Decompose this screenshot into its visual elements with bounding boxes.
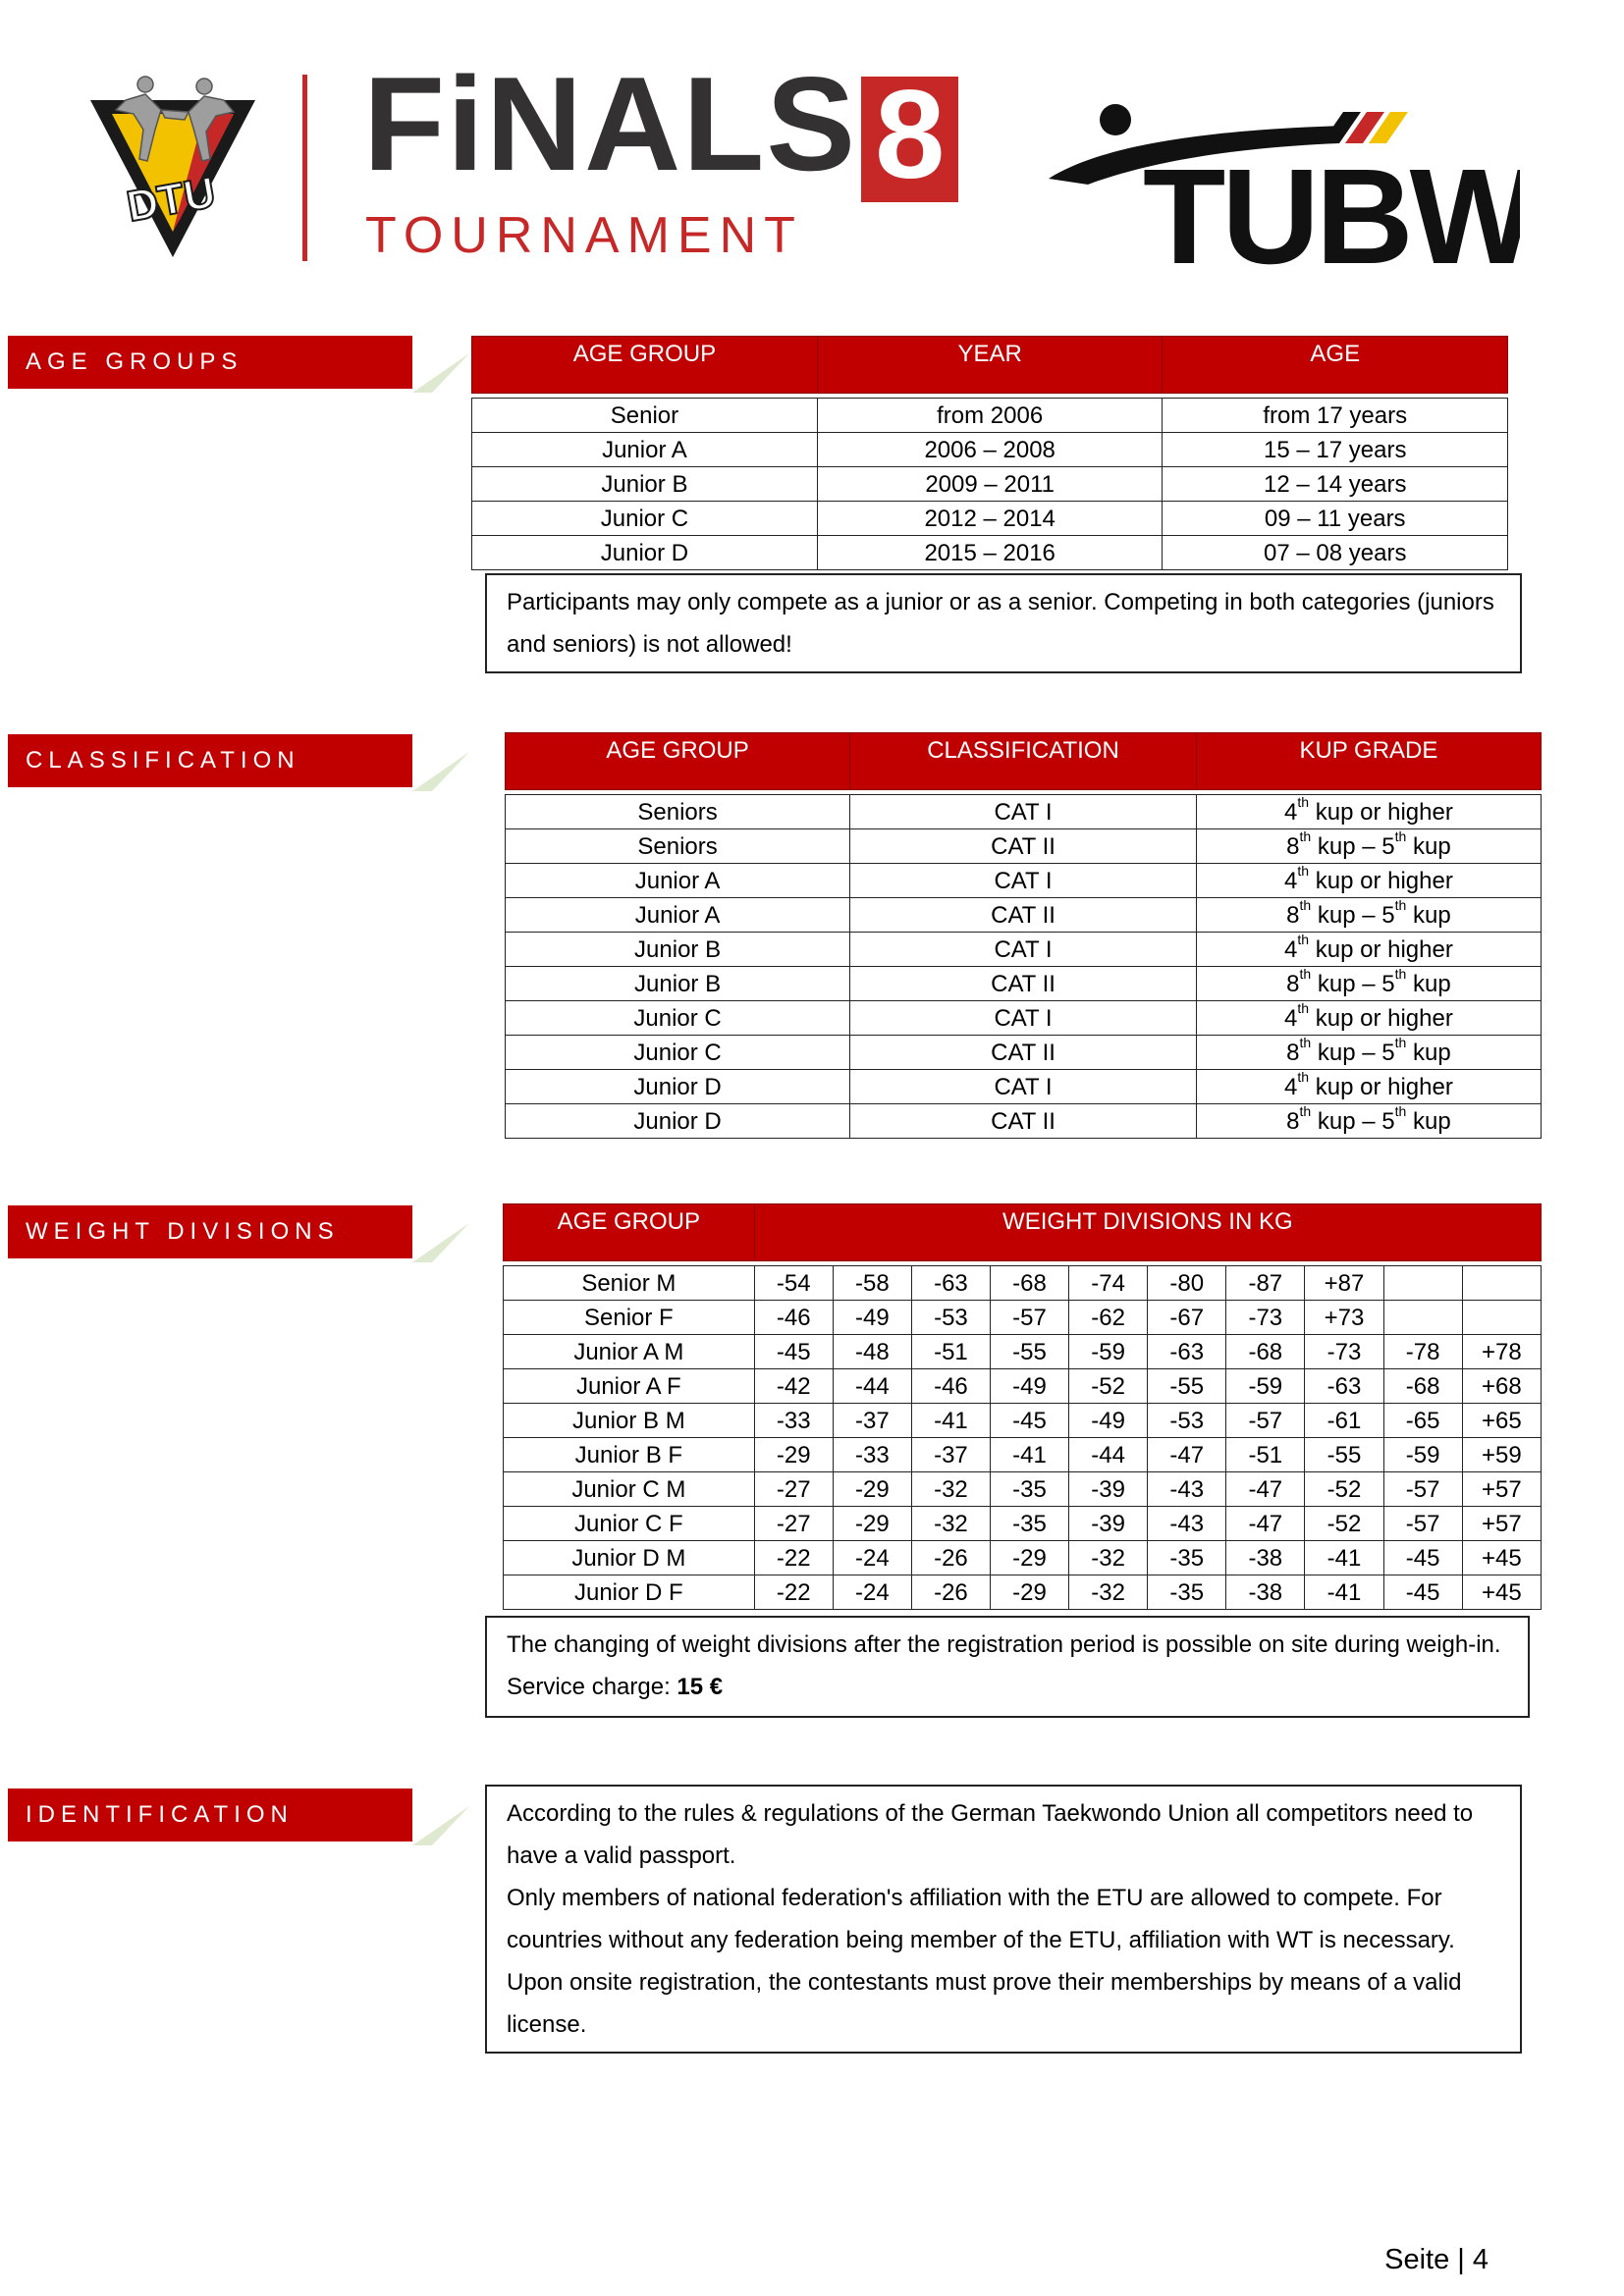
weight-cell: -65 — [1383, 1404, 1462, 1438]
weight-cell: -24 — [833, 1575, 911, 1610]
weight-cell: -27 — [754, 1472, 833, 1507]
age-groups-note — [485, 573, 1522, 673]
table-cell: Seniors — [506, 795, 850, 829]
table-row — [504, 1301, 1542, 1335]
kup-grade-cell: 8th kup – 5th kup — [1196, 898, 1541, 933]
table-cell: CAT II — [850, 1036, 1197, 1070]
weight-note-text: The changing of weight divisions after the registration period is possible on site during weigh-in. Service charge: — [507, 1631, 1501, 1700]
weight-cell: -57 — [1383, 1507, 1462, 1541]
table-row — [472, 433, 1508, 467]
weight-cell: -38 — [1226, 1541, 1305, 1575]
table-row — [506, 1070, 1542, 1104]
ordinal-suffix: th — [1297, 862, 1310, 879]
weight-cell: -45 — [754, 1335, 833, 1369]
weight-cell: +68 — [1462, 1369, 1541, 1404]
table-row — [472, 536, 1508, 570]
table-row — [504, 1335, 1542, 1369]
ordinal-suffix: th — [1394, 828, 1407, 844]
table-cell: Junior A — [506, 898, 850, 933]
weight-cell: -46 — [754, 1301, 833, 1335]
weight-cell: -57 — [1383, 1472, 1462, 1507]
weight-cell: -48 — [833, 1335, 911, 1369]
table-cell: Senior — [472, 399, 818, 433]
weight-cell: -78 — [1383, 1335, 1462, 1369]
tubw-emblem-icon — [1049, 102, 1520, 269]
weight-cell: -37 — [911, 1438, 990, 1472]
table-row — [472, 399, 1508, 433]
table-cell: CAT I — [850, 1001, 1197, 1036]
weight-cell — [1462, 1266, 1541, 1301]
weight-header-divisions: WEIGHT DIVISIONS IN KG — [754, 1204, 1541, 1261]
weight-cell: -58 — [833, 1266, 911, 1301]
ordinal-suffix: th — [1394, 1102, 1407, 1119]
table-cell: Junior C — [472, 502, 818, 536]
weight-cell: -37 — [833, 1404, 911, 1438]
table-cell: Junior C M — [504, 1472, 755, 1507]
table-cell: 07 – 08 years — [1163, 536, 1508, 570]
weight-cell: -45 — [1383, 1541, 1462, 1575]
identification-paragraph-2: Only members of national federation's affiliation with the ETU are allowed to compete. For countries without any federation being member of the ETU, affiliation with WT is necessary. Upon onsite registration, the contestants must prove their memberships by means of a valid license. — [507, 1885, 1462, 2038]
table-cell: 12 – 14 years — [1163, 467, 1508, 502]
table-cell: Junior A M — [504, 1335, 755, 1369]
table-row — [504, 1507, 1542, 1541]
table-row — [506, 898, 1542, 933]
weight-cell: -87 — [1226, 1266, 1305, 1301]
ordinal-suffix: th — [1299, 1034, 1312, 1050]
table-row — [506, 967, 1542, 1001]
weight-cell: -22 — [754, 1541, 833, 1575]
weight-cell: +45 — [1462, 1575, 1541, 1610]
table-cell: 2009 – 2011 — [817, 467, 1163, 502]
ordinal-suffix: th — [1394, 1034, 1407, 1050]
weight-cell: +59 — [1462, 1438, 1541, 1472]
table-cell: CAT II — [850, 1104, 1197, 1139]
table-cell: from 2006 — [817, 399, 1163, 433]
weight-cell: -29 — [833, 1507, 911, 1541]
weight-cell: -62 — [1069, 1301, 1148, 1335]
classification-header-class: CLASSIFICATION — [850, 733, 1197, 790]
weight-cell: -54 — [754, 1266, 833, 1301]
table-cell: CAT I — [850, 864, 1197, 898]
table-cell: Junior D M — [504, 1541, 755, 1575]
svg-text:DTU: DTU — [123, 168, 220, 232]
kup-grade-cell: 8th kup – 5th kup — [1196, 1104, 1541, 1139]
weight-cell: -39 — [1069, 1507, 1148, 1541]
tubw-logo — [1049, 102, 1520, 269]
tournament-subtitle: TOURNAMENT — [365, 207, 803, 264]
weight-cell: -41 — [1305, 1541, 1383, 1575]
classification-header-group: AGE GROUP — [506, 733, 850, 790]
table-cell: 2015 – 2016 — [817, 536, 1163, 570]
weight-cell: -27 — [754, 1507, 833, 1541]
kup-grade-cell: 4th kup or higher — [1196, 1070, 1541, 1104]
age-groups-header-age: AGE — [1163, 337, 1508, 394]
kup-grade-cell: 4th kup or higher — [1196, 1001, 1541, 1036]
table-row — [506, 933, 1542, 967]
weight-cell: +73 — [1305, 1301, 1383, 1335]
weight-cell: -52 — [1305, 1472, 1383, 1507]
weight-cell — [1462, 1301, 1541, 1335]
weight-cell: -24 — [833, 1541, 911, 1575]
weight-cell: -52 — [1069, 1369, 1148, 1404]
table-cell: CAT II — [850, 829, 1197, 864]
weight-cell: -44 — [1069, 1438, 1148, 1472]
weight-cell: -43 — [1148, 1507, 1226, 1541]
weight-cell: -29 — [990, 1575, 1068, 1610]
weight-cell: -22 — [754, 1575, 833, 1610]
weight-cell: -32 — [1069, 1541, 1148, 1575]
finals-title — [363, 49, 958, 208]
ordinal-suffix: th — [1299, 896, 1312, 913]
weight-cell: -32 — [911, 1507, 990, 1541]
weight-cell — [1383, 1301, 1462, 1335]
classification-table — [505, 732, 1542, 1139]
table-cell: Seniors — [506, 829, 850, 864]
page-number: Seite | 4 — [1384, 2244, 1489, 2275]
table-cell: CAT I — [850, 1070, 1197, 1104]
weight-cell: -26 — [911, 1541, 990, 1575]
table-cell: CAT II — [850, 967, 1197, 1001]
weight-cell: +78 — [1462, 1335, 1541, 1369]
weight-cell: -44 — [833, 1369, 911, 1404]
weight-cell: -55 — [990, 1335, 1068, 1369]
table-row — [504, 1369, 1542, 1404]
weight-cell: -80 — [1148, 1266, 1226, 1301]
weight-cell: -42 — [754, 1369, 833, 1404]
table-cell: from 17 years — [1163, 399, 1508, 433]
kup-grade-cell: 4th kup or higher — [1196, 864, 1541, 898]
kup-grade-cell: 4th kup or higher — [1196, 795, 1541, 829]
table-cell: Junior B F — [504, 1438, 755, 1472]
dtu-emblem-icon — [86, 71, 259, 263]
ordinal-suffix: th — [1299, 1102, 1312, 1119]
classification-header-kup: KUP GRADE — [1196, 733, 1541, 790]
table-cell: Junior B — [472, 467, 818, 502]
kup-grade-cell: 8th kup – 5th kup — [1196, 829, 1541, 864]
table-row — [504, 1575, 1542, 1610]
weight-cell: -35 — [990, 1507, 1068, 1541]
ordinal-suffix: th — [1299, 828, 1312, 844]
weight-cell: -61 — [1305, 1404, 1383, 1438]
table-row — [504, 1438, 1542, 1472]
table-cell: 2012 – 2014 — [817, 502, 1163, 536]
table-row — [504, 1266, 1542, 1301]
table-cell: Junior C F — [504, 1507, 755, 1541]
ordinal-suffix: th — [1297, 793, 1310, 810]
weight-cell: -63 — [1148, 1335, 1226, 1369]
weight-cell: -74 — [1069, 1266, 1148, 1301]
table-row — [506, 1001, 1542, 1036]
table-row — [504, 1541, 1542, 1575]
table-cell: Senior M — [504, 1266, 755, 1301]
ordinal-suffix: th — [1297, 931, 1310, 947]
weight-cell: +57 — [1462, 1507, 1541, 1541]
kup-grade-cell: 8th kup – 5th kup — [1196, 967, 1541, 1001]
ordinal-suffix: th — [1299, 965, 1312, 982]
table-row — [506, 795, 1542, 829]
weight-cell: +65 — [1462, 1404, 1541, 1438]
weight-cell: -49 — [833, 1301, 911, 1335]
table-cell: 15 – 17 years — [1163, 433, 1508, 467]
weight-cell: -33 — [833, 1438, 911, 1472]
weight-cell: -55 — [1305, 1438, 1383, 1472]
weight-header-group: AGE GROUP — [504, 1204, 755, 1261]
table-cell: Junior C — [506, 1001, 850, 1036]
weight-cell: -59 — [1383, 1438, 1462, 1472]
weight-cell: -47 — [1148, 1438, 1226, 1472]
table-row — [506, 1104, 1542, 1139]
table-row — [504, 1404, 1542, 1438]
section-label-weight-divisions: WEIGHT DIVISIONS — [8, 1205, 412, 1258]
table-row — [504, 1472, 1542, 1507]
weight-cell: -47 — [1226, 1507, 1305, 1541]
table-cell: CAT II — [850, 898, 1197, 933]
weight-cell: -41 — [990, 1438, 1068, 1472]
kup-grade-cell: 8th kup – 5th kup — [1196, 1036, 1541, 1070]
weight-cell: -41 — [911, 1404, 990, 1438]
table-row — [506, 1036, 1542, 1070]
weight-cell: -57 — [1226, 1404, 1305, 1438]
weight-cell: -41 — [1305, 1575, 1383, 1610]
table-cell: 2006 – 2008 — [817, 433, 1163, 467]
age-groups-table — [471, 336, 1508, 570]
weight-cell: -35 — [1148, 1541, 1226, 1575]
weight-cell: -33 — [754, 1404, 833, 1438]
weight-cell: -53 — [1148, 1404, 1226, 1438]
section-label-classification: CLASSIFICATION — [8, 734, 412, 787]
weight-cell: +57 — [1462, 1472, 1541, 1507]
ordinal-suffix: th — [1394, 965, 1407, 982]
table-cell: Junior D — [472, 536, 818, 570]
table-cell: Junior B — [506, 933, 850, 967]
weight-cell: -49 — [990, 1369, 1068, 1404]
label-tail-icon — [412, 353, 469, 393]
kup-grade-cell: 4th kup or higher — [1196, 933, 1541, 967]
table-cell: Junior D F — [504, 1575, 755, 1610]
table-cell: Junior A — [472, 433, 818, 467]
weight-cell: -63 — [1305, 1369, 1383, 1404]
weight-cell: -59 — [1069, 1335, 1148, 1369]
weight-cell: -46 — [911, 1369, 990, 1404]
label-tail-icon — [412, 1806, 469, 1845]
svg-text:TUBW: TUBW — [1143, 141, 1520, 269]
age-groups-header-year: YEAR — [817, 337, 1163, 394]
weight-cell: -52 — [1305, 1507, 1383, 1541]
table-cell: CAT I — [850, 795, 1197, 829]
weight-cell: -67 — [1148, 1301, 1226, 1335]
weight-cell: -63 — [911, 1266, 990, 1301]
weight-cell: -59 — [1226, 1369, 1305, 1404]
ordinal-suffix: th — [1297, 1068, 1310, 1085]
weight-cell: -35 — [1148, 1575, 1226, 1610]
weight-cell: +87 — [1305, 1266, 1383, 1301]
finals-word: FiNALS — [363, 49, 858, 198]
ordinal-suffix: th — [1297, 999, 1310, 1016]
weight-note-charge: 15 € — [677, 1674, 724, 1700]
weight-cell: -47 — [1226, 1472, 1305, 1507]
table-cell: CAT I — [850, 933, 1197, 967]
weight-divisions-note — [485, 1616, 1530, 1718]
weight-cell: -32 — [1069, 1575, 1148, 1610]
section-label-identification: IDENTIFICATION — [8, 1789, 412, 1842]
table-cell: Junior A — [506, 864, 850, 898]
age-groups-note-text: Participants may only compete as a junior or as a senior. Competing in both categories (juniors and seniors) is not allowed! — [507, 589, 1494, 658]
weight-cell: -38 — [1226, 1575, 1305, 1610]
weight-cell: -45 — [1383, 1575, 1462, 1610]
weight-cell: -51 — [1226, 1438, 1305, 1472]
finals-number-badge: 8 — [861, 77, 958, 202]
weight-cell: -29 — [754, 1438, 833, 1472]
weight-cell: -29 — [833, 1472, 911, 1507]
weight-cell — [1383, 1266, 1462, 1301]
weight-cell: -73 — [1226, 1301, 1305, 1335]
weight-cell: -49 — [1069, 1404, 1148, 1438]
weight-cell: -68 — [1226, 1335, 1305, 1369]
label-tail-icon — [412, 752, 469, 791]
weight-cell: -39 — [1069, 1472, 1148, 1507]
weight-divisions-table — [503, 1203, 1542, 1610]
table-cell: Junior D — [506, 1104, 850, 1139]
table-cell: Junior B M — [504, 1404, 755, 1438]
identification-paragraph-1: According to the rules & regulations of the German Taekwondo Union all competitors need to have a valid passport. — [507, 1800, 1474, 1869]
section-label-age-groups: AGE GROUPS — [8, 336, 412, 389]
header-divider — [302, 75, 307, 261]
table-row — [506, 829, 1542, 864]
table-cell: Junior C — [506, 1036, 850, 1070]
weight-cell: -43 — [1148, 1472, 1226, 1507]
ordinal-suffix: th — [1394, 896, 1407, 913]
table-cell: Junior D — [506, 1070, 850, 1104]
table-cell: 09 – 11 years — [1163, 502, 1508, 536]
weight-cell: -68 — [990, 1266, 1068, 1301]
weight-cell: -26 — [911, 1575, 990, 1610]
table-cell: Senior F — [504, 1301, 755, 1335]
table-row — [472, 502, 1508, 536]
weight-cell: -53 — [911, 1301, 990, 1335]
identification-note — [485, 1785, 1522, 2054]
weight-cell: -51 — [911, 1335, 990, 1369]
age-groups-header-group: AGE GROUP — [472, 337, 818, 394]
label-tail-icon — [412, 1223, 469, 1262]
weight-cell: -68 — [1383, 1369, 1462, 1404]
dtu-logo — [86, 71, 259, 263]
weight-cell: -32 — [911, 1472, 990, 1507]
weight-cell: -35 — [990, 1472, 1068, 1507]
weight-cell: -73 — [1305, 1335, 1383, 1369]
table-row — [506, 864, 1542, 898]
weight-cell: -29 — [990, 1541, 1068, 1575]
weight-cell: -55 — [1148, 1369, 1226, 1404]
weight-cell: -45 — [990, 1404, 1068, 1438]
weight-cell: -57 — [990, 1301, 1068, 1335]
weight-cell: +45 — [1462, 1541, 1541, 1575]
table-cell: Junior B — [506, 967, 850, 1001]
table-cell: Junior A F — [504, 1369, 755, 1404]
table-row — [472, 467, 1508, 502]
